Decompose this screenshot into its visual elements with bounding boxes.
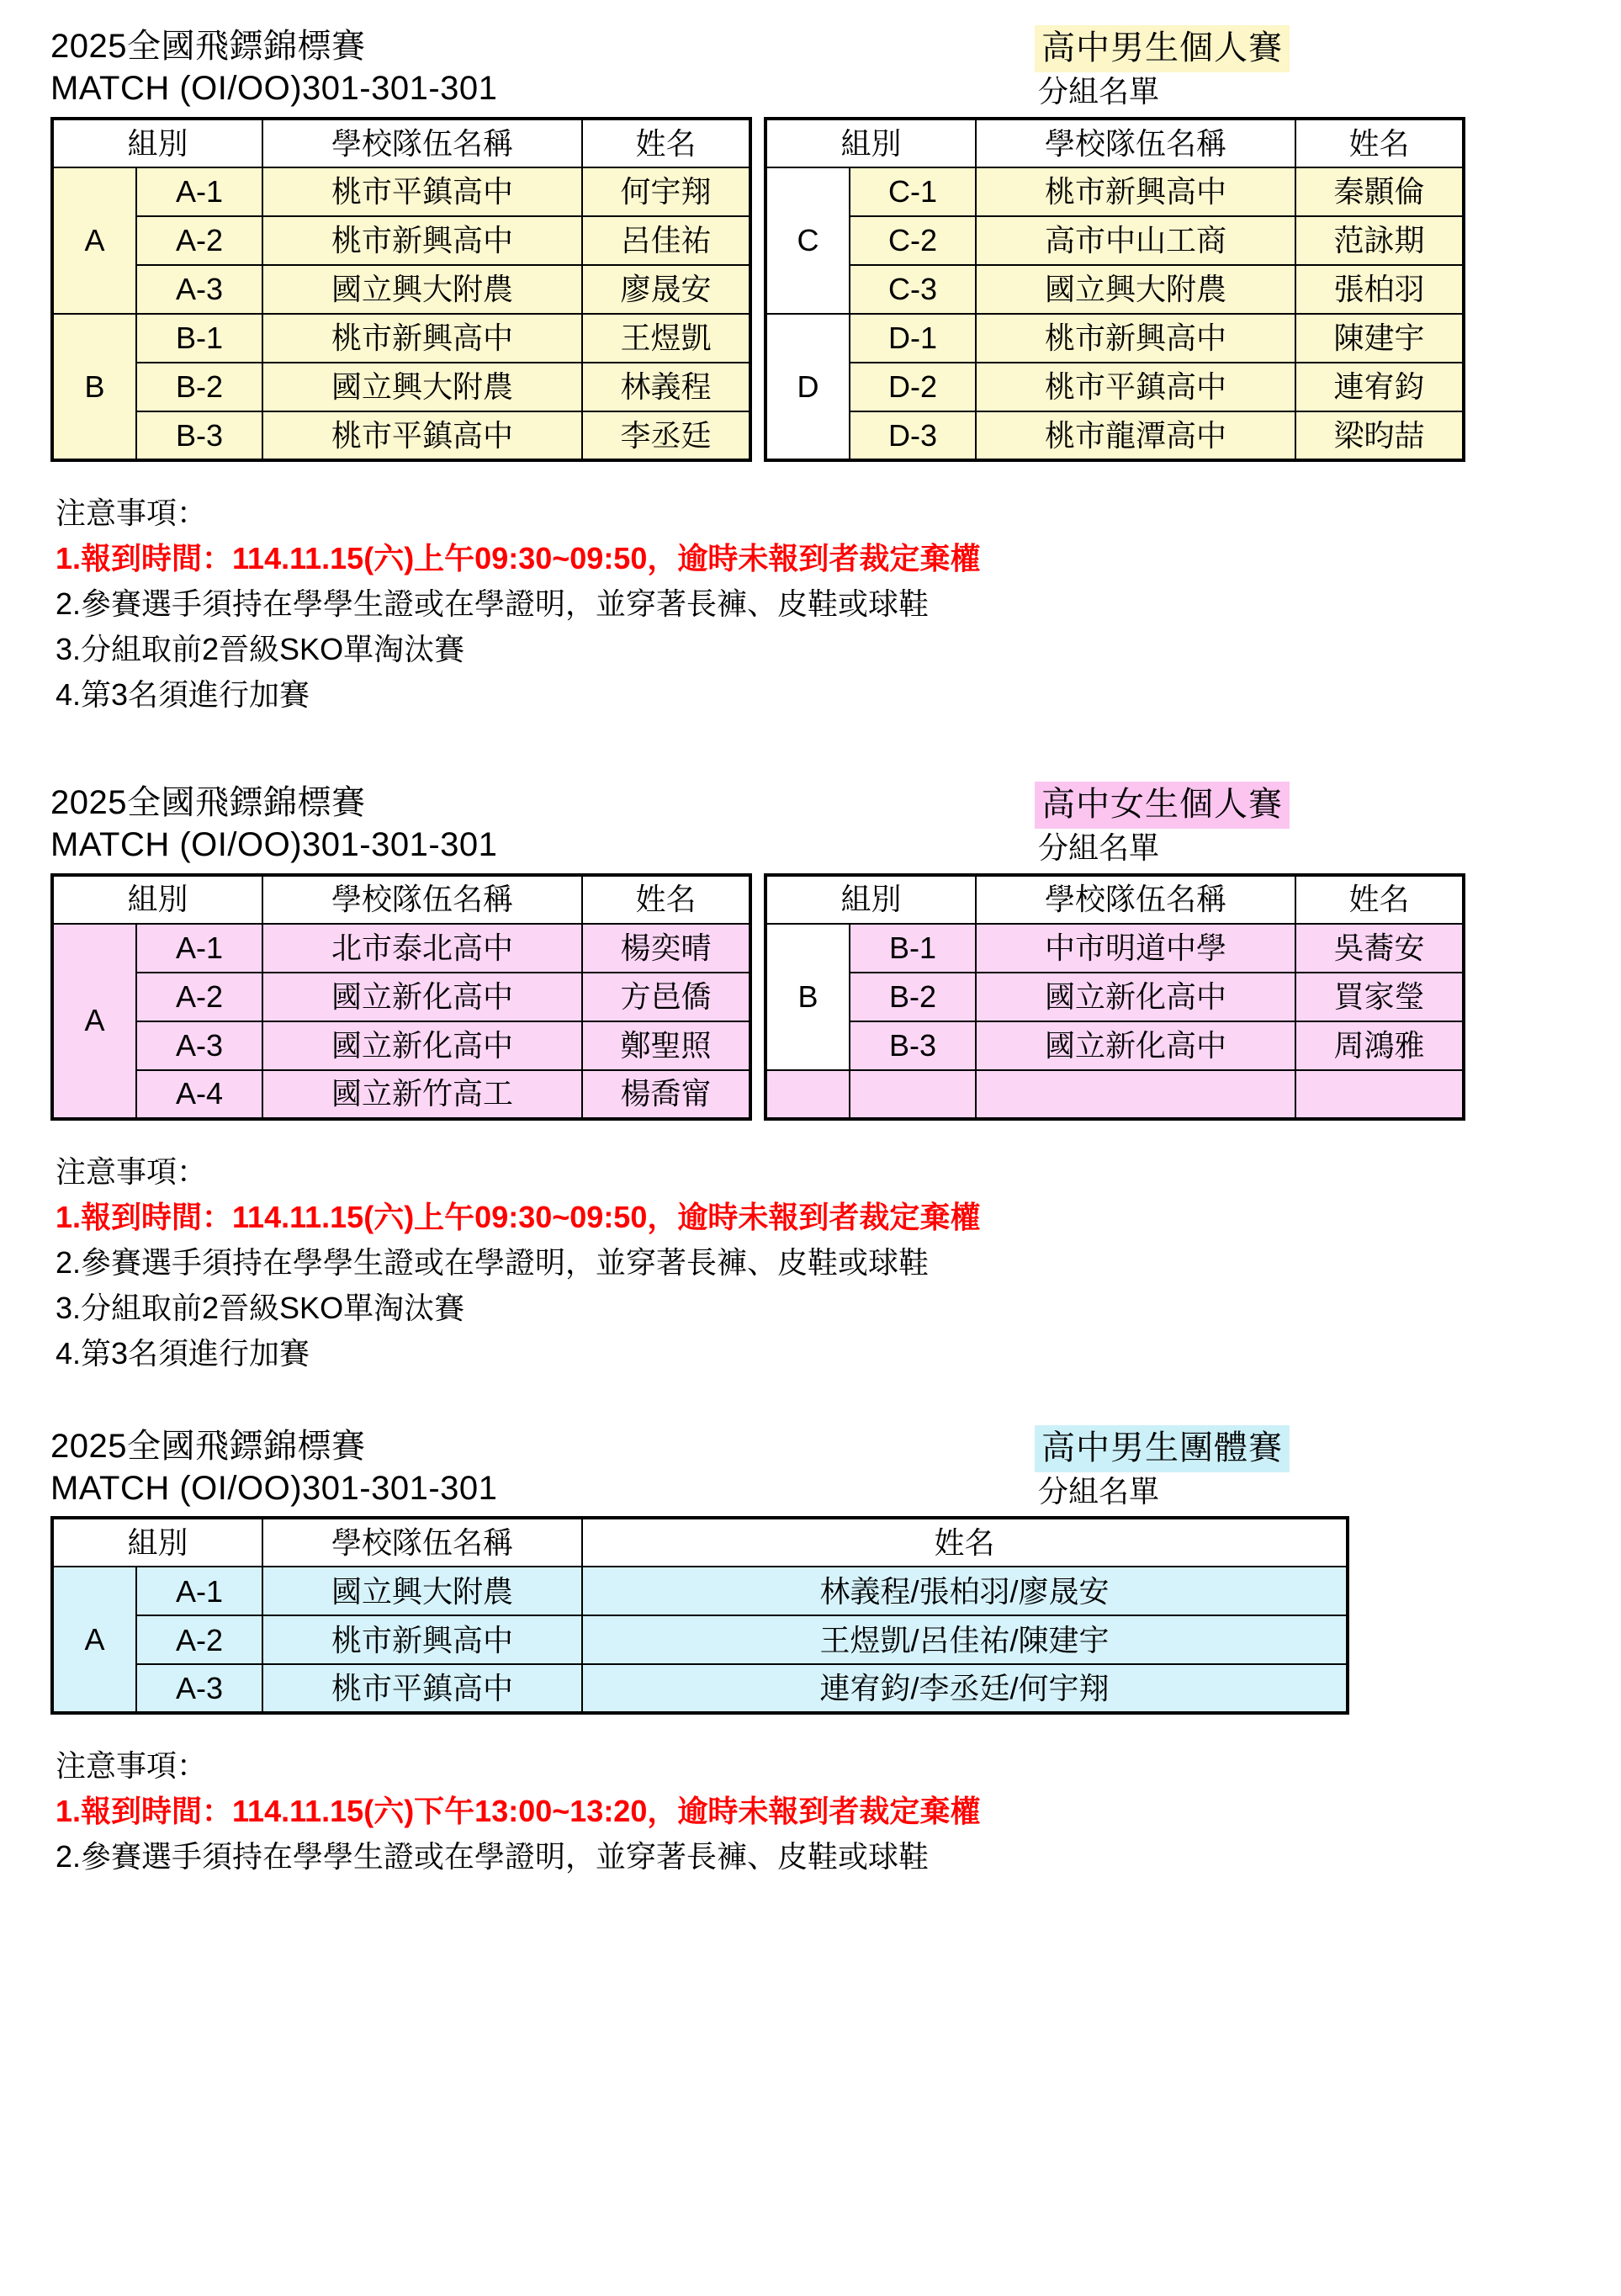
col-header-school: 學校隊伍名稱 xyxy=(976,875,1295,924)
event-badge: 高中男生個人賽 xyxy=(1035,25,1290,72)
note-line: 2.參賽選手須持在學學生證或在學證明，並穿著長褲、皮鞋或球鞋 xyxy=(56,586,930,621)
entry-code: A-2 xyxy=(136,1615,262,1664)
entry-name: 梁昀喆 xyxy=(1295,411,1464,460)
section-boys-team xyxy=(50,1425,1571,1880)
entry-code: A-3 xyxy=(136,1021,262,1070)
section-header-right xyxy=(1026,25,1571,112)
entry-code: A-2 xyxy=(136,973,262,1021)
col-header-group: 組別 xyxy=(765,119,976,167)
table-row xyxy=(765,314,1464,363)
group-label: C xyxy=(765,167,850,314)
entry-code: C-2 xyxy=(850,216,976,265)
entry-school: 桃市平鎮高中 xyxy=(262,1664,582,1713)
entry-code: B-1 xyxy=(850,924,976,973)
entry-school: 北市泰北高中 xyxy=(262,924,582,973)
table-row xyxy=(52,167,750,216)
table-row xyxy=(52,1021,750,1070)
table-row xyxy=(52,411,750,460)
group-table-right xyxy=(764,117,1465,462)
entry-name: 連宥鈞 xyxy=(1295,363,1464,411)
entry-name: 李丞廷 xyxy=(582,411,750,460)
entry-school: 國立新竹高工 xyxy=(262,1070,582,1119)
list-label: 分組名單 xyxy=(1038,74,1160,109)
entry-school: 桃市龍潭高中 xyxy=(976,411,1295,460)
table-header-row xyxy=(52,875,750,924)
entry-school: 國立興大附農 xyxy=(262,363,582,411)
match-format: MATCH (OI/OO)301-301-301 xyxy=(50,1469,498,1507)
group-table-right xyxy=(764,873,1465,1121)
section-header xyxy=(50,25,1571,112)
section-boys-singles xyxy=(50,25,1571,718)
entry-name: 范詠期 xyxy=(1295,216,1464,265)
col-header-name: 姓名 xyxy=(582,875,750,924)
group-tables-row xyxy=(50,117,1571,462)
entry-name: 方邑僑 xyxy=(582,973,750,1021)
entry-code xyxy=(850,1070,976,1119)
notes-block xyxy=(50,490,1571,718)
table-row xyxy=(765,363,1464,411)
group-tables-row xyxy=(50,1516,1571,1715)
entry-school: 桃市新興高中 xyxy=(262,216,582,265)
section-spacer xyxy=(50,1392,1571,1425)
entry-code: B-1 xyxy=(136,314,262,363)
col-header-school: 學校隊伍名稱 xyxy=(262,1518,582,1567)
entry-name: 連宥鈞/李丞廷/何宇翔 xyxy=(582,1664,1348,1713)
section-header-left xyxy=(50,25,1026,109)
notes-block xyxy=(50,1743,1571,1880)
group-label: D xyxy=(765,314,850,460)
table-row xyxy=(52,924,750,973)
col-header-name: 姓名 xyxy=(582,1518,1348,1567)
notes-title: 注意事項： xyxy=(56,495,208,530)
section-girls-singles xyxy=(50,782,1571,1376)
entry-code: C-1 xyxy=(850,167,976,216)
list-label: 分組名單 xyxy=(1038,1473,1160,1509)
col-header-school: 學校隊伍名稱 xyxy=(976,119,1295,167)
entry-code: A-4 xyxy=(136,1070,262,1119)
note-line: 3.分組取前2晉級SKO單淘汰賽 xyxy=(56,1290,465,1325)
page-title: 2025全國飛鏢錦標賽 xyxy=(50,28,366,65)
entry-code: A-2 xyxy=(136,216,262,265)
table-header-row xyxy=(765,875,1464,924)
event-badge: 高中女生個人賽 xyxy=(1035,782,1290,829)
entry-code: D-3 xyxy=(850,411,976,460)
col-header-name: 姓名 xyxy=(582,119,750,167)
table-header-row xyxy=(765,119,1464,167)
table-row xyxy=(52,363,750,411)
entry-school: 國立新化高中 xyxy=(976,1021,1295,1070)
section-header xyxy=(50,782,1571,868)
table-header-row xyxy=(52,1518,1348,1567)
entry-name: 張柏羽 xyxy=(1295,265,1464,314)
entry-school xyxy=(976,1070,1295,1119)
group-label: B xyxy=(52,314,136,460)
col-header-school: 學校隊伍名稱 xyxy=(262,119,582,167)
group-tables-row xyxy=(50,873,1571,1121)
entry-school: 國立興大附農 xyxy=(262,265,582,314)
table-row xyxy=(52,973,750,1021)
table-row-empty xyxy=(765,1070,1464,1119)
entry-code: A-1 xyxy=(136,1567,262,1615)
table-row xyxy=(52,314,750,363)
entry-school: 中市明道中學 xyxy=(976,924,1295,973)
table-row xyxy=(765,1021,1464,1070)
notes-title: 注意事項： xyxy=(56,1153,208,1189)
group-label: A xyxy=(52,167,136,314)
note-line: 2.參賽選手須持在學學生證或在學證明，並穿著長褲、皮鞋或球鞋 xyxy=(56,1244,930,1280)
entry-code: C-3 xyxy=(850,265,976,314)
entry-name: 林義程 xyxy=(582,363,750,411)
table-row xyxy=(765,216,1464,265)
entry-code: B-2 xyxy=(850,973,976,1021)
entry-school: 桃市平鎮高中 xyxy=(976,363,1295,411)
table-row xyxy=(765,411,1464,460)
entry-school: 國立新化高中 xyxy=(262,973,582,1021)
entry-name: 周鴻雅 xyxy=(1295,1021,1464,1070)
entry-school: 桃市平鎮高中 xyxy=(262,411,582,460)
group-table-team xyxy=(50,1516,1349,1715)
entry-code: A-1 xyxy=(136,167,262,216)
entry-school: 國立興大附農 xyxy=(976,265,1295,314)
entry-name: 楊喬甯 xyxy=(582,1070,750,1119)
col-header-school: 學校隊伍名稱 xyxy=(262,875,582,924)
section-header xyxy=(50,1425,1571,1512)
entry-code: B-3 xyxy=(136,411,262,460)
entry-school: 高市中山工商 xyxy=(976,216,1295,265)
col-header-group: 組別 xyxy=(52,1518,262,1567)
table-header-row xyxy=(52,119,750,167)
entry-school: 桃市新興高中 xyxy=(976,314,1295,363)
entry-code: A-1 xyxy=(136,924,262,973)
table-row xyxy=(765,167,1464,216)
entry-code: D-1 xyxy=(850,314,976,363)
match-format: MATCH (OI/OO)301-301-301 xyxy=(50,825,498,863)
table-row xyxy=(52,1567,1348,1615)
entry-code: A-3 xyxy=(136,1664,262,1713)
group-label: A xyxy=(52,1567,136,1713)
table-row xyxy=(52,1664,1348,1713)
table-row xyxy=(52,1615,1348,1664)
note-line: 4.第3名須進行加賽 xyxy=(56,1335,310,1371)
page-title: 2025全國飛鏢錦標賽 xyxy=(50,1427,366,1465)
entry-name: 陳建宇 xyxy=(1295,314,1464,363)
entry-school: 國立新化高中 xyxy=(976,973,1295,1021)
note-line: 1.報到時間：114.11.15(六)下午13:00~13:20，逾時未報到者裁定棄權 xyxy=(56,1794,981,1829)
entry-school: 桃市新興高中 xyxy=(262,314,582,363)
col-header-name: 姓名 xyxy=(1295,875,1464,924)
notes-block xyxy=(50,1149,1571,1376)
table-row xyxy=(52,265,750,314)
section-header-right xyxy=(1026,782,1571,868)
event-badge: 高中男生團體賽 xyxy=(1035,1425,1290,1472)
entry-name: 林義程/張柏羽/廖晟安 xyxy=(582,1567,1348,1615)
entry-school: 桃市平鎮高中 xyxy=(262,167,582,216)
entry-code: D-2 xyxy=(850,363,976,411)
section-header-left xyxy=(50,782,1026,866)
match-format: MATCH (OI/OO)301-301-301 xyxy=(50,70,498,107)
group-label: A xyxy=(52,924,136,1119)
col-header-name: 姓名 xyxy=(1295,119,1464,167)
table-row xyxy=(52,216,750,265)
col-header-group: 組別 xyxy=(52,119,262,167)
note-line: 2.參賽選手須持在學學生證或在學證明，並穿著長褲、皮鞋或球鞋 xyxy=(56,1839,930,1874)
entry-name: 鄭聖照 xyxy=(582,1021,750,1070)
entry-name: 王煜凱 xyxy=(582,314,750,363)
table-row xyxy=(765,924,1464,973)
entry-name xyxy=(1295,1070,1464,1119)
entry-school: 桃市新興高中 xyxy=(262,1615,582,1664)
group-table-left xyxy=(50,117,752,462)
note-line: 4.第3名須進行加賽 xyxy=(56,676,310,712)
notes-title: 注意事項： xyxy=(56,1748,208,1784)
entry-school: 國立新化高中 xyxy=(262,1021,582,1070)
table-row xyxy=(52,1070,750,1119)
entry-name: 秦顥倫 xyxy=(1295,167,1464,216)
entry-code: B-2 xyxy=(136,363,262,411)
section-header-left xyxy=(50,1425,1026,1509)
entry-school: 桃市新興高中 xyxy=(976,167,1295,216)
entry-name: 何宇翔 xyxy=(582,167,750,216)
entry-code: B-3 xyxy=(850,1021,976,1070)
note-line: 1.報到時間：114.11.15(六)上午09:30~09:50，逾時未報到者裁定棄權 xyxy=(56,1199,981,1234)
group-label: B xyxy=(765,924,850,1070)
entry-group-empty xyxy=(765,1070,850,1119)
entry-name: 王煜凱/呂佳祐/陳建宇 xyxy=(582,1615,1348,1664)
entry-code: A-3 xyxy=(136,265,262,314)
entry-name: 呂佳祐 xyxy=(582,216,750,265)
table-row xyxy=(765,973,1464,1021)
col-header-group: 組別 xyxy=(765,875,976,924)
note-line: 3.分組取前2晉級SKO單淘汰賽 xyxy=(56,631,465,666)
section-spacer xyxy=(50,733,1571,782)
section-header-right xyxy=(1026,1425,1571,1512)
col-header-group: 組別 xyxy=(52,875,262,924)
entry-name: 買家瑩 xyxy=(1295,973,1464,1021)
entry-school: 國立興大附農 xyxy=(262,1567,582,1615)
list-label: 分組名單 xyxy=(1038,830,1160,865)
table-row xyxy=(765,265,1464,314)
entry-name: 吳蕎安 xyxy=(1295,924,1464,973)
note-line: 1.報到時間：114.11.15(六)上午09:30~09:50，逾時未報到者裁定棄權 xyxy=(56,540,981,575)
entry-name: 楊奕晴 xyxy=(582,924,750,973)
page-title: 2025全國飛鏢錦標賽 xyxy=(50,783,366,821)
entry-name: 廖晟安 xyxy=(582,265,750,314)
group-table-left xyxy=(50,873,752,1121)
